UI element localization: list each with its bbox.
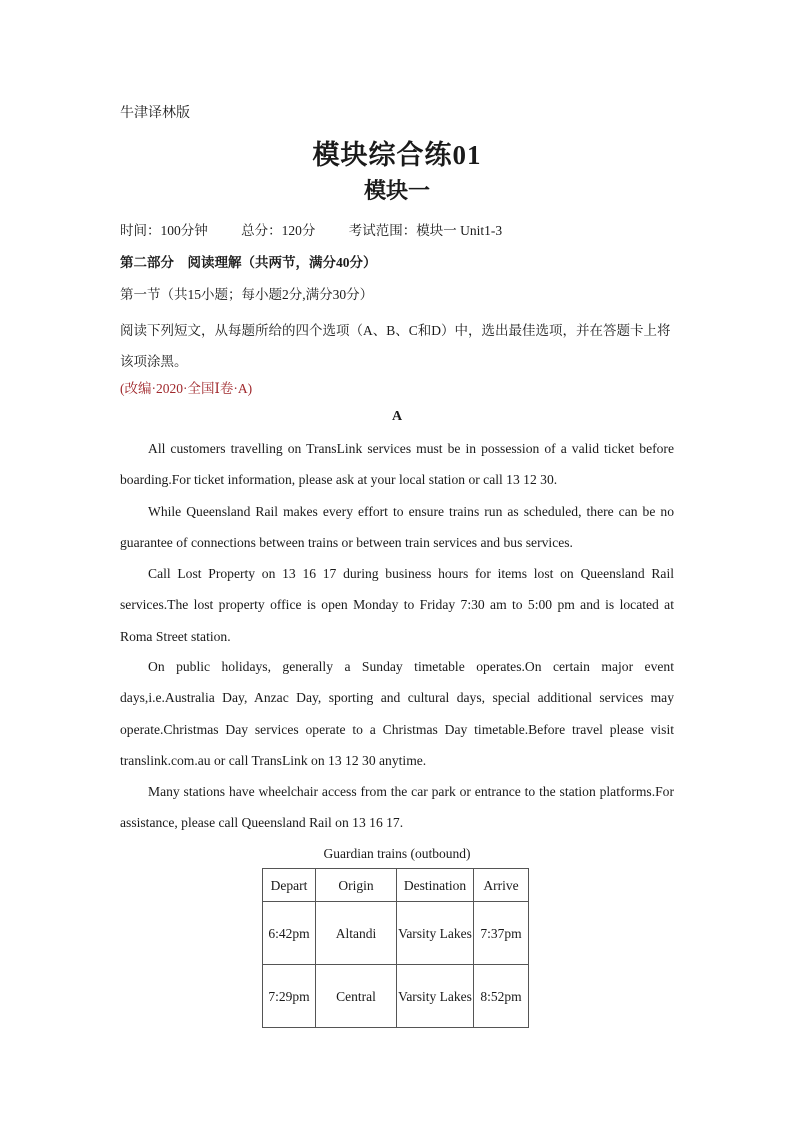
instructions: 阅读下列短文，从每题所给的四个选项（A、B、C和D）中，选出最佳选项，并在答题卡上将该项涂黑。 [120, 323, 671, 369]
table-cell: Varsity Lakes [397, 902, 474, 965]
passage-paragraph: Call Lost Property on 13 16 17 during business hours for items lost on Queensland Rail services.The lost property office is open Monday to Friday 7:30 am to 5:00 pm and is located at Roma Street station. [120, 566, 674, 644]
passage-paragraph: On public holidays, generally a Sunday timetable operates.On certain major event days,i.e.Australia Day, Anzac Day, sporting and cultural days, special additional services may operate.Christmas Day services operate to a Christmas Day timetable.Before travel please visit translink.com.au or call TransLink on 13 12 30 anytime. [120, 659, 674, 768]
column-header: Arrive [474, 869, 529, 902]
table-row [263, 902, 529, 965]
exam-time: 时间：100分钟 [120, 223, 208, 238]
column-header: Origin [316, 869, 397, 902]
table-cell: Central [316, 965, 397, 1028]
table-cell: Altandi [316, 902, 397, 965]
table-row [263, 965, 529, 1028]
section-heading: 第二部分 阅读理解（共两节，满分40分） [120, 255, 377, 270]
exam-meta [120, 219, 532, 239]
document-title: 模块综合练01 [312, 140, 482, 170]
table-cell: 7:29pm [263, 965, 316, 1028]
source-note: (改编·2020·全国Ⅰ卷·A) [120, 381, 253, 396]
table-header-row [263, 869, 529, 902]
table-cell: Varsity Lakes [397, 965, 474, 1028]
table-cell: 7:37pm [474, 902, 529, 965]
table-cell: 6:42pm [263, 902, 316, 965]
subsection-heading: 第一节（共15小题；每小题2分,满分30分） [120, 287, 374, 302]
column-header: Depart [263, 869, 316, 902]
exam-scope: 考试范围：模块一 Unit1-3 [348, 223, 503, 238]
passage-paragraph: While Queensland Rail makes every effort to ensure trains run as scheduled, there can be no guarantee of connections between trains or between train services and bus services. [120, 504, 674, 551]
timetable [262, 868, 529, 1028]
table-cell: 8:52pm [474, 965, 529, 1028]
table-caption: Guardian trains (outbound) [323, 846, 471, 861]
document-subtitle: 模块一 [363, 178, 430, 203]
passage-paragraph: Many stations have wheelchair access from the car park or entrance to the station platforms.For assistance, please call Queensland Rail on 13 16 17. [120, 784, 674, 831]
passage-paragraph: All customers travelling on TransLink services must be in possession of a valid ticket before boarding.For ticket information, please ask at your local station or call 13 12 30. [120, 441, 674, 488]
column-header: Destination [397, 869, 474, 902]
publisher-label: 牛津译林版 [120, 106, 190, 121]
passage-label: A [391, 409, 403, 424]
exam-score: 总分：120分 [241, 223, 316, 238]
